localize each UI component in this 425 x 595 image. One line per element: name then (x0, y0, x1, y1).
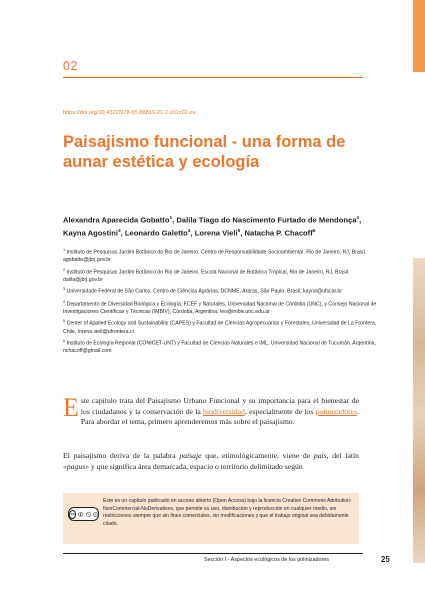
affiliation-number: 3 (63, 287, 66, 292)
affiliation-text: Instituto de Ecología Regional (CONICET-UNT) y Facultad de Ciencias Naturales e IML, Universidad Nacional de Tucumán, Argentina, nchacoff@gmail.com (63, 340, 376, 355)
author-list (63, 213, 378, 238)
affiliation-item (63, 318, 388, 336)
cc-badge-label: cc (69, 510, 76, 519)
noncommercial-icon (86, 511, 91, 518)
etymology-paragraph (63, 451, 359, 472)
author-separator: , (359, 215, 362, 225)
author-name: Dalila Tiago do Nascimento Furtado de Mendonça (176, 215, 357, 225)
author-affiliation-mark: 5 (237, 228, 241, 234)
affiliation-text: Center of Applied Ecology and Sustainability (CAPES) y Facultad de Ciencias Agropecuarias y Forestales, Universidad de La Frontera, Chile, lorena.vieli@ufrontera.cl (63, 320, 377, 335)
author-affiliation-mark: 3 (118, 228, 121, 234)
pollinators-link[interactable]: polinizadores (315, 406, 358, 416)
drop-cap: E (63, 393, 79, 422)
edge-color-tab (413, 0, 425, 72)
author-separator: , (190, 228, 195, 238)
page-number: 25 (381, 555, 390, 564)
author-name: Leonardo Galetto (124, 228, 188, 238)
author-name: Natacha P. Chacoff (244, 228, 313, 238)
author-name: Lorena Vieli (194, 228, 238, 238)
affiliation-item (63, 247, 388, 265)
doi-link[interactable]: https://doi.org/10.4322/978-65-86819-21-2.s01c02.es (63, 110, 196, 116)
intro-paragraph (63, 393, 359, 428)
emphasis-term: país (313, 451, 327, 460)
license-box (63, 493, 359, 544)
creative-commons-icon (68, 507, 99, 521)
emphasis-term: «pagus» (63, 461, 90, 471)
footer-divider (63, 553, 363, 554)
emphasis-term: paisaje (179, 451, 202, 460)
footer-section-title: Sección I - Aspectos ecológicos de los polinizadores (204, 557, 329, 563)
paragraph-text: , del latín (326, 451, 359, 460)
affiliation-text: Instituto de Pesquisas Jardim Botânico do Rio de Janeiro, Centro de Responsabilidade Socioambiental. Rio de Janeiro, RJ, Brasil. agobatto@jbrj.gov.br (63, 249, 367, 264)
author-separator: , (120, 228, 125, 238)
noderivatives-icon (93, 511, 98, 518)
affiliation-number: 5 (63, 319, 66, 324)
paragraph-text: El paisajismo deriva de la palabra (63, 451, 180, 460)
affiliation-number: 4 (63, 299, 66, 304)
affiliation-number: 2 (63, 267, 66, 272)
author-affiliation-mark: 4 (187, 228, 191, 234)
biodiversity-link[interactable]: biodiversidad (203, 406, 245, 416)
affiliation-item (63, 338, 388, 356)
affiliation-item (63, 267, 388, 285)
paragraph-text: ste capítulo trata del Paisajismo Urbano Funcional y su importancia para el bienestar de los ciudadanos y la conservación de la (80, 396, 359, 416)
paragraph-text: . Para abordar el tema, primero aprenderemos más sobre el paisajismo. (80, 406, 359, 427)
affiliation-item (63, 299, 388, 317)
author-affiliation-mark: 2 (356, 216, 360, 221)
attribution-icon (78, 511, 83, 518)
author-separator: , (172, 215, 177, 225)
affiliation-item (63, 286, 388, 296)
affiliation-number: 1 (63, 248, 66, 252)
author-separator: , (240, 228, 245, 238)
chapter-divider (63, 77, 363, 78)
chapter-title: Paisajismo funcional - una forma de aunar estética y ecología (63, 133, 346, 171)
license-text: Este es un capítulo publicado en acceso abierto (Open Access) bajo la licencia Creative Commons Attribution-NonCommercial-NoDerivatives, que permite su uso, distribución y reproducción en cualquier medio, sin restricciones siempre que sin fines comerciales, sin modificaciones y que el trabajo original sea debidamente citado. (103, 498, 352, 527)
author-name: Kayna Agostini (63, 228, 118, 238)
paragraph-text: , especialmente de los (244, 406, 316, 416)
chapter-number: 02 (63, 59, 78, 73)
paragraph-text: que, etimológicamente, viene de (201, 451, 314, 460)
author-affiliation-mark: 1 (169, 216, 173, 221)
edge-photo-strip (413, 258, 425, 563)
affiliation-text: Universidade Federal de São Carlos, Centro de Ciências Agrárias, DCNME, Araras, São Paulo, Brasil, kayna@ufscar.br (66, 289, 343, 296)
author-affiliation-mark: 6 (312, 228, 316, 234)
affiliation-text: Instituto de Pesquisas Jardim Botânico do Rio de Janeiro, Escola Nacional de Botânica Tropical, Rio de Janeiro, RJ, Brasil. dalila@jbrj.gov.br (63, 269, 350, 284)
paragraph-text: y que significa área demarcada, espacio o territorio delimitado según (89, 461, 303, 471)
affiliation-list (63, 247, 388, 358)
author-name: Alexandra Aparecida Gobatto (63, 215, 170, 225)
affiliation-number: 6 (63, 338, 66, 343)
affiliation-text: Departamento de Diversidad Biológica y Ecología, FCEF y Naturales, Universidad Nacional de Córdoba (UNC), y Consejo Nacional de Investigaciones Científicas y Técnicas (IMBIV), Córdoba, Argentina, leo@imbiv.unc.edu.ar (63, 301, 377, 315)
